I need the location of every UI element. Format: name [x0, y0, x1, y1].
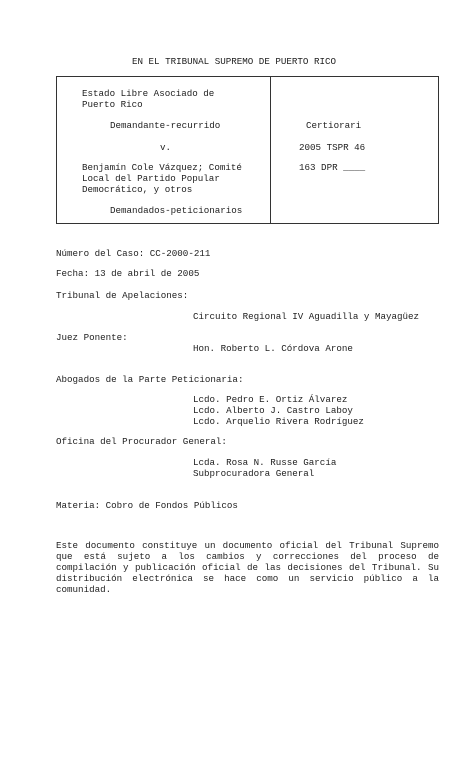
caption-divider	[270, 76, 271, 224]
defendant-name-line2: Local del Partido Popular	[82, 173, 220, 184]
citation-dpr: 163 DPR ____	[299, 162, 366, 173]
attorneys-label: Abogados de la Parte Peticionaria:	[56, 374, 244, 385]
plaintiff-name-line2: Puerto Rico	[82, 99, 143, 110]
plaintiff-name-line1: Estado Libre Asociado de	[82, 88, 215, 99]
judge-label: Juez Ponente:	[56, 332, 128, 343]
solicitor-general-title: Subprocuradora General	[193, 468, 315, 479]
court-value: Circuito Regional IV Aguadilla y Mayagüez	[193, 311, 420, 322]
writ-type: Certiorari	[306, 120, 362, 131]
solicitor-general-name: Lcda. Rosa N. Russe García	[193, 457, 337, 468]
defendant-role: Demandados-peticionarios	[110, 205, 243, 216]
subject-matter: Materia: Cobro de Fondos Públicos	[56, 500, 238, 511]
case-number: Número del Caso: CC-2000-211	[56, 248, 211, 259]
court-title: EN EL TRIBUNAL SUPREMO DE PUERTO RICO	[132, 56, 336, 67]
official-notice: Este documento constituye un documento oficial del Tribunal Supremo que está sujeto a los cambios y correcciones del proceso de compilación y publicación oficial de las decisiones del Tribunal. Su distribución electrónica se hace como un servicio público a la comunidad.	[56, 540, 439, 595]
court-label: Tribunal de Apelaciones:	[56, 290, 189, 301]
judge-value: Hon. Roberto L. Córdova Arone	[193, 343, 353, 354]
versus: v.	[160, 142, 172, 153]
citation-tspr: 2005 TSPR 46	[299, 142, 366, 153]
defendant-name-line3: Democrático, y otros	[82, 184, 193, 195]
defendant-name-line1: Benjamín Cole Vázquez; Comité	[82, 162, 242, 173]
attorney-item: Lcdo. Pedro E. Ortiz Álvarez	[193, 394, 348, 405]
decision-date: Fecha: 13 de abril de 2005	[56, 268, 200, 279]
solicitor-general-label: Oficina del Procurador General:	[56, 436, 227, 447]
plaintiff-role: Demandante-recurrido	[110, 120, 221, 131]
attorney-item: Lcdo. Arquelio Rivera Rodríguez	[193, 416, 364, 427]
attorney-item: Lcdo. Alberto J. Castro Laboy	[193, 405, 353, 416]
